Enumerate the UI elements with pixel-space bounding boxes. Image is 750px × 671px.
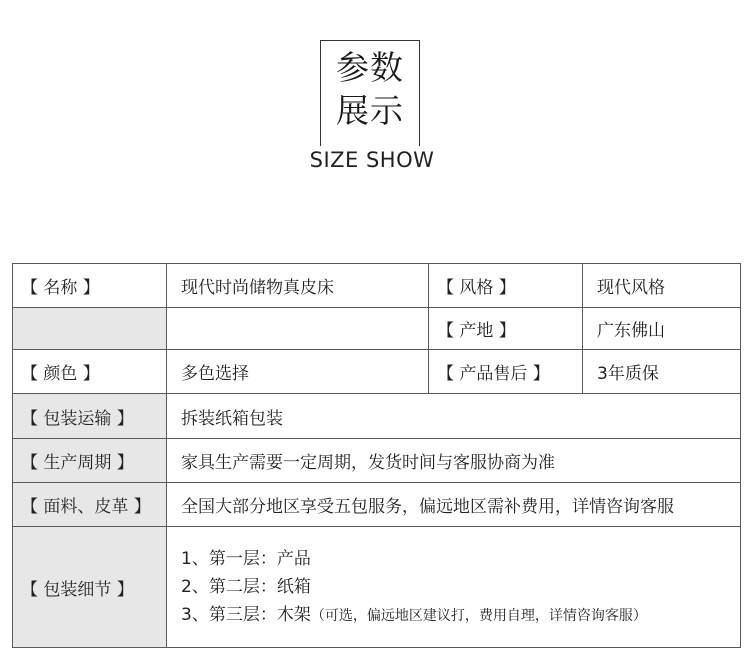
title-line-1: 参数	[336, 48, 404, 87]
empty-value-cell	[167, 308, 429, 350]
name-label: 【 名称 】	[13, 264, 167, 308]
table-row	[13, 350, 741, 394]
material-value: 全国大部分地区享受五包服务，偏远地区需补费用，详情咨询客服	[167, 483, 741, 527]
packing-label: 【 包装细节 】	[13, 527, 167, 648]
table-row	[13, 308, 741, 350]
page-subtitle: SIZE SHOW	[309, 148, 435, 172]
empty-label-cell	[13, 308, 167, 350]
table-row	[13, 394, 741, 439]
packing-item-3-main: 3、第三层：木架	[181, 604, 311, 625]
style-value: 现代风格	[583, 264, 741, 308]
shipping-value: 拆装纸箱包装	[167, 394, 741, 439]
cycle-value: 家具生产需要一定周期，发货时间与客服协商为准	[167, 439, 741, 483]
aftersale-value: 3年质保	[583, 350, 741, 394]
origin-value: 广东佛山	[583, 308, 741, 350]
packing-item-2: 2、第二层：纸箱	[181, 576, 311, 597]
packing-item-1: 1、第一层：产品	[181, 548, 311, 569]
table-row	[13, 483, 741, 527]
title-line-2: 展示	[336, 91, 404, 130]
color-label: 【 颜色 】	[13, 350, 167, 394]
origin-label: 【 产地 】	[429, 308, 583, 350]
material-label: 【 面料、皮革 】	[13, 483, 167, 527]
shipping-label: 【 包装运输 】	[13, 394, 167, 439]
cycle-label: 【 生产周期 】	[13, 439, 167, 483]
spec-table	[12, 263, 740, 653]
table-row	[13, 264, 741, 308]
name-value: 现代时尚储物真皮床	[167, 264, 429, 308]
color-value: 多色选择	[167, 350, 429, 394]
table-row	[13, 527, 741, 648]
packing-item-3	[181, 601, 740, 630]
packing-details	[167, 527, 741, 648]
style-label: 【 风格 】	[429, 264, 583, 308]
table-row	[13, 439, 741, 483]
page-title	[320, 46, 420, 132]
packing-item-3-note: （可选，偏远地区建议打，费用自理，详情咨询客服）	[310, 607, 647, 624]
aftersale-label: 【 产品售后 】	[429, 350, 583, 394]
